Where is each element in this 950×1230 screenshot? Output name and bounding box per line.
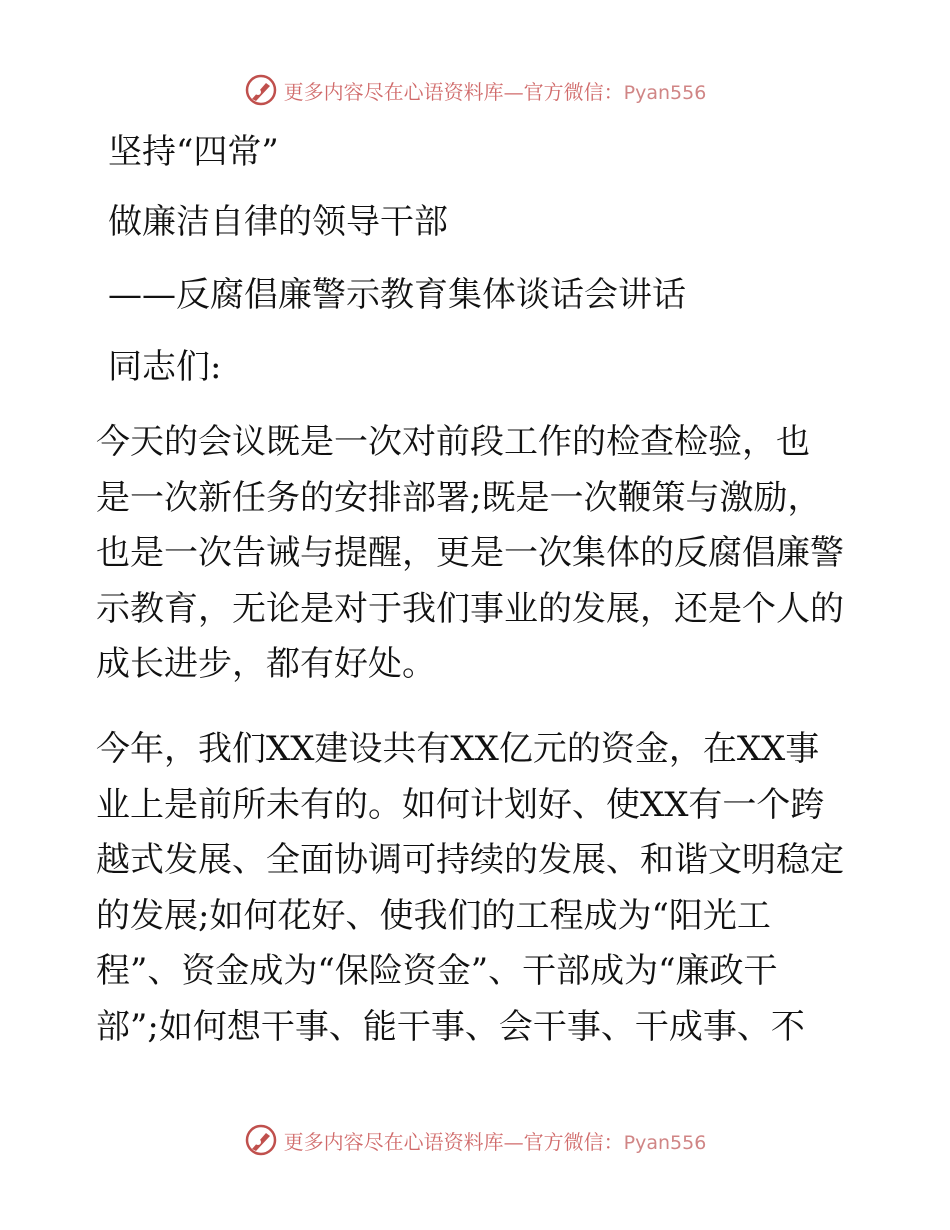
title-line-3: ——反腐倡廉警示教育集体谈话会讲话 [108,275,686,315]
paragraph-line: 越式发展、全面协调可持续的发展、和谐文明稳定 [96,840,844,880]
paragraph-line: 今年，我们XX建设共有XX亿元的资金，在XX事 [96,729,820,769]
watermark-id: Pyan556 [623,81,707,104]
paragraph-line: 业上是前所未有的。如何计划好、使XX有一个跨 [96,784,825,825]
watermark-text [284,76,707,105]
title-line-1: 坚持“四常” [108,132,279,172]
watermark-id: Pyan556 [623,1131,707,1154]
paragraph-line: 成长进步，都有好处。 [96,644,436,684]
pen-logo-icon [244,1123,278,1157]
paragraph-line: 示教育，无论是对于我们事业的发展，还是个人的 [96,588,844,629]
paragraph-line: 今天的会议既是一次对前段工作的检查检验，也 [96,422,810,462]
paragraph-line: 的发展;如何花好、使我们的工程成为“阳光工 [96,895,771,936]
watermark-text [284,1126,707,1155]
paragraph-1 [96,415,856,693]
watermark-label: 更多内容尽在心语资料库—官方微信： [283,1129,624,1154]
paragraph-2 [96,722,856,1055]
title-line-2: 做廉洁自律的领导干部 [108,202,448,242]
watermark-banner-bottom [0,1120,950,1160]
watermark-banner-top [0,70,950,110]
paragraph-line: 程”、资金成为“保险资金”、干部成为“廉政干 [96,951,778,991]
salutation: 同志们: [108,347,222,387]
paragraph-line: 也是一次告诫与提醒，更是一次集体的反腐倡廉警 [96,533,844,573]
pen-logo-icon [244,73,278,107]
paragraph-line: 部”;如何想干事、能干事、会干事、干成事、不 [96,1006,805,1047]
watermark-label: 更多内容尽在心语资料库—官方微信： [283,79,624,104]
paragraph-line: 是一次新任务的安排部署;既是一次鞭策与激励， [96,477,822,518]
